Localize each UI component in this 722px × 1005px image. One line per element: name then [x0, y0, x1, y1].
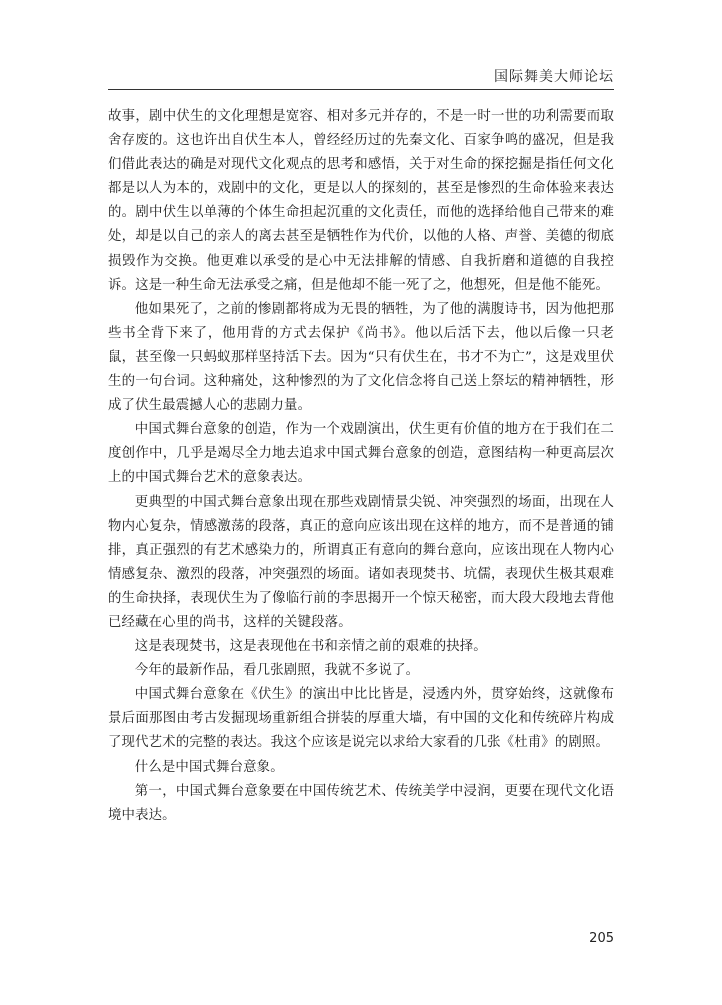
running-header-title: 国际舞美大师论坛: [494, 69, 614, 85]
paragraph: 中国式舞台意象的创造，作为一个戏剧演出，伏生更有价值的地方在于我们在二度创作中，几乎是竭尽全力地去追求中国式舞台意象的创造，意图结构一种更高层次上的中国式舞台艺术的意象表达。: [108, 422, 614, 486]
paragraph: 中国式舞台意象在《伏生》的演出中比比皆是，浸透内外，贯穿始终，这就像布景后面那图由考古发掘现场重新组合拼装的厚重大墙，有中国的文化和传统碎片构成了现代艺术的完整的表达。我这个应该是说完以求给大家看的几张《杜甫》的剧照。: [108, 687, 614, 751]
paragraph: 今年的最新作品，看几张剧照，我就不多说了。: [134, 663, 420, 679]
page-number: 205: [589, 931, 614, 946]
header-rule: [108, 89, 614, 90]
body-text: [108, 105, 614, 828]
paragraph: 更典型的中国式舞台意象出现在那些戏剧情景尖锐、冲突强烈的场面，出现在人物内心复杂，情感激荡的段落，真正的意向应该出现在这样的地方，而不是普通的铺排，真正强烈的有艺术感染力的，所谓真正有意向的舞台意向，应该出现在人物内心情感复杂、激烈的段落，冲突强烈的场面。诸如表现焚书、坑儒，表现伏生极其艰难的生命抉择，表现伏生为了像临行前的李思揭开一个惊天秘密，而大段大段地去背他已经藏在心里的尚书，这样的关键段落。: [108, 494, 614, 630]
paragraph-continued: 故事，剧中伏生的文化理想是宽容、相对多元并存的，不是一时一世的功利需要而取舍存废的。这也许出自伏生本人，曾经经历过的先秦文化、百家争鸣的盛况，但是我们借此表达的确是对现代文化观点的思考和感悟，关于对生命的探挖掘是指任何文化都是以人为本的，戏剧中的文化，更是以人的探刻的，甚至是惨烈的生命体验来表达的。剧中伏生以单薄的个体生命担起沉重的文化责任，而他的选择给他自己带来的难处，却是以自己的亲人的离去甚至是牺牲作为代价，以他的人格、声誉、美德的彻底损毁作为交换。他更难以承受的是心中无法排解的情感、自我折磨和道德的自我控诉。这是一种生命无法承受之痛，但是他却不能一死了之，他想死，但是他不能死。: [108, 109, 614, 293]
paragraph: 什么是中国式舞台意象。: [134, 759, 284, 775]
paragraph: 这是表现焚书，这是表现他在书和亲情之前的艰难的抉择。: [134, 639, 487, 655]
paragraph: 第一，中国式舞台意象要在中国传统艺术、传统美学中浸润，更要在现代文化语境中表达。: [108, 783, 614, 823]
paragraph: 他如果死了，之前的惨剧都将成为无畏的牺牲，为了他的满腹诗书，因为他把那些书全背下来了，他用背的方式去保护《尚书》。他以后活下去，他以后像一只老鼠，甚至像一只蚂蚁那样坚持活下去。因为“只有伏生在，书才不为亡”，这是戏里伏生的一句台词。这种痛处，这种惨烈的为了文化信念将自己送上祭坛的精神牺牲，形成了伏生最震撼人心的悲剧力量。: [108, 301, 614, 414]
